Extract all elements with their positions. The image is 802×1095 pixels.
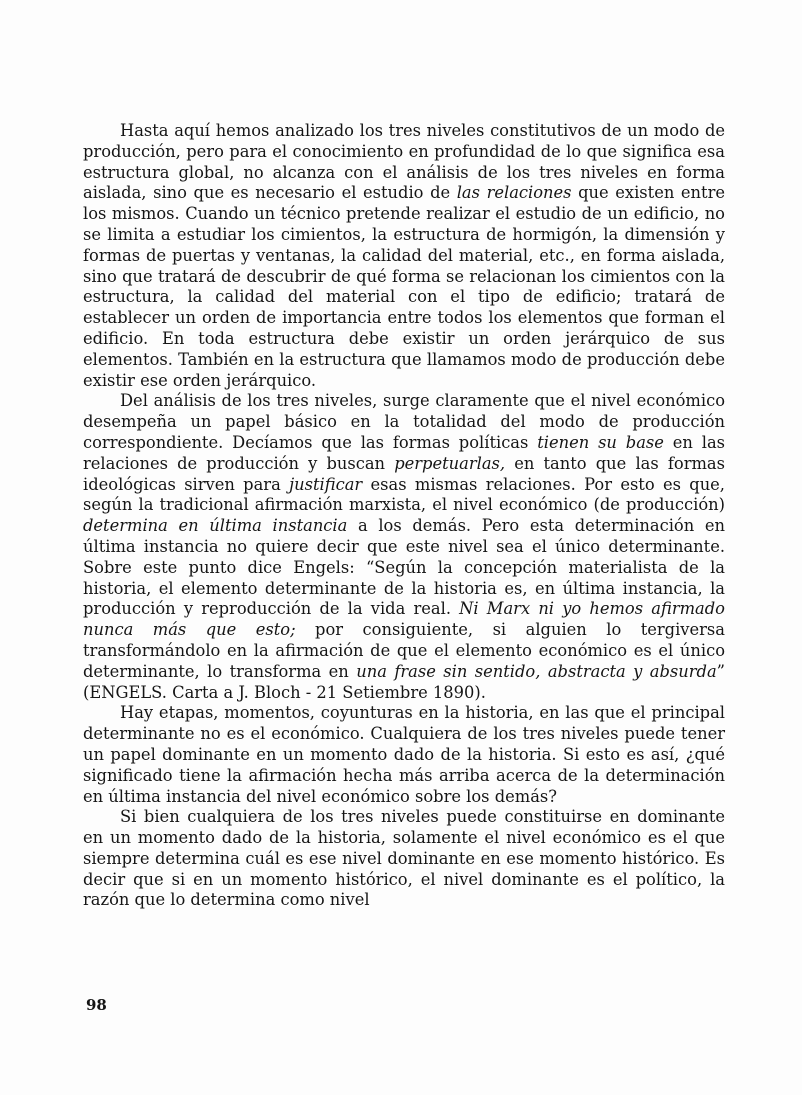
italic-text: Ni Marx ni yo hemos afirmado nunca más que esto; (83, 599, 725, 640)
italic-text: justificar (289, 474, 363, 494)
text-run: Si bien cualquiera de los tres niveles puede constituirse en dominante en un momento dado de la historia, solamente el nivel económico es el que siempre determina cuál es ese nivel dominante en ese momento histórico. Es decir que si en un momento histórico, el nivel dominante es el político, la razón que lo determina como nivel (83, 807, 725, 910)
text-run: Hasta aquí hemos analizado los tres niveles constitutivos de un modo de producción, pero para el conocimiento en profundidad de lo que significa esa estructura global, no alcanza con el análisis de los tres niveles en forma aislada, sino que es necesario el estudio de (83, 121, 725, 203)
text-run: a los demás. Pero esta determinación en última instancia no quiere decir que este nivel sea el único determinante. Sobre este punto dice Engels: “Según la concepción materialista de la historia, el elemento determinante de la historia es, en última instancia, la producción y reproducción de la vida real. (83, 516, 725, 619)
text-run: en tanto que las formas ideológicas sirven para (83, 453, 725, 494)
paragraph (83, 703, 725, 807)
text-run: en las relaciones de producción y buscan (83, 432, 726, 473)
italic-text: tienen su base (537, 432, 664, 452)
italic-text: determina en última instancia (83, 516, 348, 536)
paragraph (83, 807, 725, 911)
body-text (83, 121, 725, 911)
paragraph (83, 121, 725, 391)
text-run: esas mismas relaciones. Por esto es que, según la tradicional afirmación marxista, el nivel económico (de producción) (83, 474, 725, 515)
paragraph (83, 391, 725, 703)
italic-text: una frase sin sentido, abstracta y absurda (356, 661, 717, 681)
italic-text: perpetuarlas, (394, 453, 506, 473)
page-number: 98 (86, 996, 107, 1014)
italic-text: las relaciones (456, 183, 572, 203)
text-run: por consiguiente, si alguien lo tergiversa transformándolo en la afirmación de que el elemento económico es el único determinante, lo transforma en (83, 620, 725, 681)
text-run: Hay etapas, momentos, coyunturas en la historia, en las que el principal determinante no es el económico. Cualquiera de los tres niveles puede tener un papel dominante en un momento dado de la historia. Si esto es así, ¿qué significado tiene la afirmación hecha más arriba acerca de la determinación en última instancia del nivel económico sobre los demás? (83, 703, 725, 806)
text-run: que existen entre los mismos. Cuando un técnico pretende realizar el estudio de un edificio, no se limita a estudiar los cimientos, la estructura de hormigón, la dimensión y formas de puertas y ventanas, la calidad del material, etc., en forma aislada, sino que tratará de descubrir de qué forma se relacionan los cimientos con la estructura, la calidad del material con el tipo de edificio; tratará de establecer un orden de importancia entre todos los elementos que forman el edificio. En toda estructura debe existir un orden jerárquico de sus elementos. También en la estructura que llamamos modo de producción debe existir ese orden jerárquico. (83, 183, 725, 390)
text-run: Del análisis de los tres niveles, surge claramente que el nivel económico desempeña un papel básico en la totalidad del modo de producción correspondiente. Decíamos que las formas políticas (83, 391, 725, 452)
text-run: ” (ENGELS. Carta a J. Bloch - 21 Setiembre 1890). (83, 661, 725, 702)
